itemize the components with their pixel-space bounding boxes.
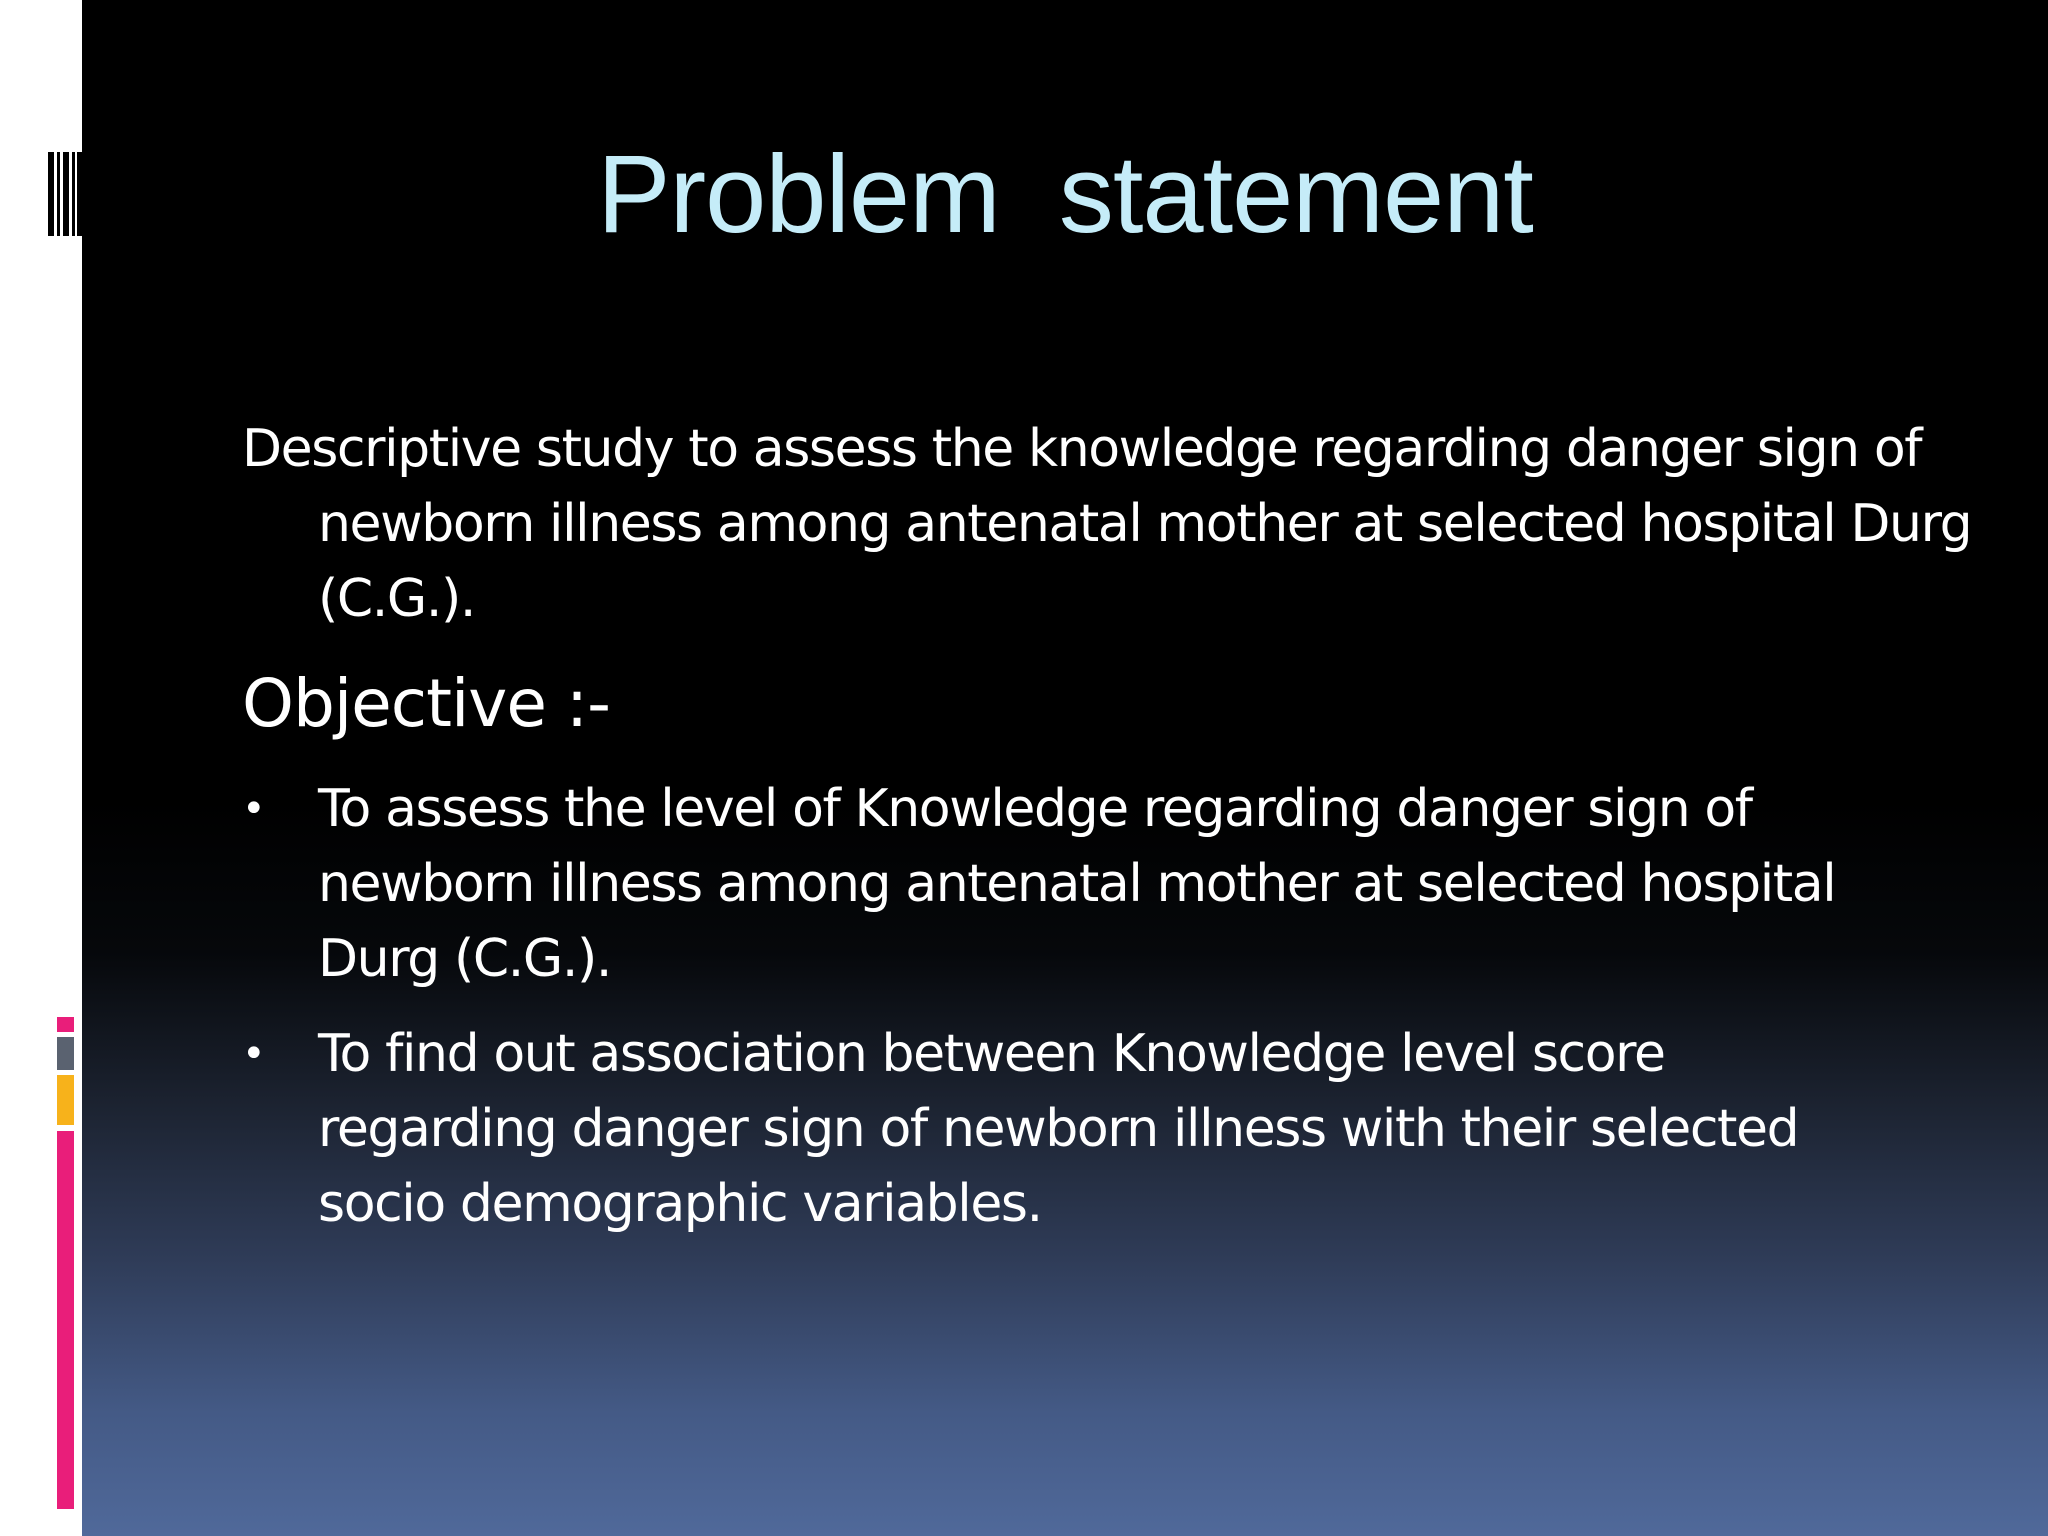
problem-statement-text: Descriptive study to assess the knowledge regarding danger sign of newborn illness among antenatal mother at selected hospital Durg (C.G.). <box>242 419 1972 629</box>
accent-bar-gray <box>57 1037 74 1070</box>
slide-title: Problem statement <box>597 133 1533 256</box>
barcode-decoration <box>48 152 82 236</box>
accent-bar-pink-top <box>57 1017 74 1032</box>
bullet-icon: • <box>242 786 266 832</box>
bullet-icon: • <box>242 1031 266 1077</box>
objective-heading: Objective :- <box>242 665 610 742</box>
accent-bar-pink <box>57 1131 74 1509</box>
objective-text: To find out association between Knowledge level score regarding danger sign of newborn illness with their selected socio demographic variables. <box>318 1024 1799 1234</box>
objective-text: To assess the level of Knowledge regarding danger sign of newborn illness among antenatal mother at selected hospital Durg (C.G.). <box>318 779 1836 989</box>
accent-bar-orange <box>57 1075 74 1125</box>
